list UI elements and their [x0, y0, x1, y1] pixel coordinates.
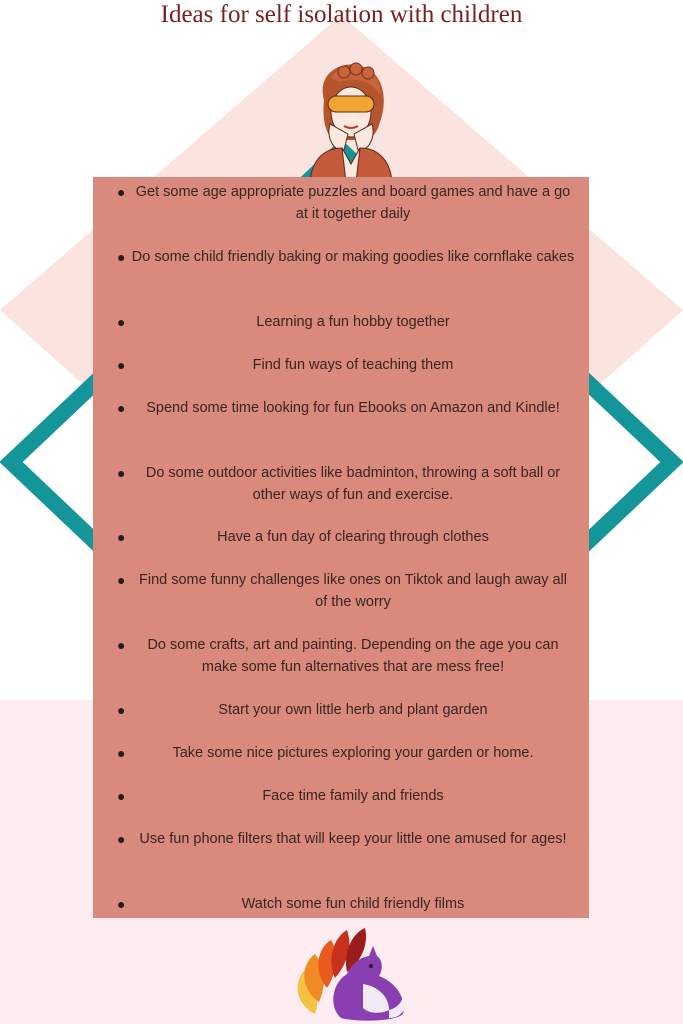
- idea-text: Get some age appropriate puzzles and board games and have a go at it together daily: [135, 184, 571, 222]
- list-item: [93, 462, 589, 506]
- idea-text: Face time family and friends: [262, 788, 444, 804]
- list-item: [93, 785, 589, 807]
- page-title: Ideas for self isolation with children: [160, 1, 523, 28]
- idea-text: Take some nice pictures exploring your garden or home.: [172, 745, 534, 761]
- bullet-icon: ●: [117, 529, 126, 545]
- idea-text: Find fun ways of teaching them: [252, 357, 454, 373]
- list-item: [93, 828, 589, 850]
- bullet-icon: ●: [117, 184, 126, 200]
- list-item: [93, 311, 589, 333]
- list-item: [93, 893, 589, 915]
- idea-text: Do some crafts, art and painting. Depending on the age you can make some fun alternatives that are mess free!: [147, 637, 559, 675]
- bullet-icon: ●: [117, 896, 126, 912]
- fox-and-leaves-logo-icon: [285, 922, 415, 1022]
- bullet-icon: ●: [117, 788, 126, 804]
- bullet-icon: ●: [117, 637, 126, 653]
- idea-text: Learning a fun hobby together: [256, 314, 450, 330]
- bullet-icon: ●: [117, 572, 126, 588]
- bullet-icon: ●: [117, 249, 126, 265]
- woman-with-sleep-mask-icon: [296, 60, 406, 182]
- idea-text: Find some funny challenges like ones on Tiktok and laugh away all of the worry: [138, 572, 567, 610]
- idea-text: Spend some time looking for fun Ebooks on Amazon and Kindle!: [146, 400, 560, 416]
- list-item: [93, 526, 589, 548]
- bullet-icon: ●: [117, 702, 126, 718]
- list-item: [93, 246, 589, 268]
- bullet-icon: ●: [117, 745, 126, 761]
- idea-text: Do some child friendly baking or making goodies like cornflake cakes: [131, 249, 575, 265]
- list-item: [93, 354, 589, 376]
- list-item: [93, 742, 589, 764]
- bullet-icon: ●: [117, 465, 126, 481]
- ideas-panel: [93, 177, 589, 918]
- list-item: [93, 699, 589, 721]
- ideas-list: [93, 177, 589, 918]
- idea-text: Start your own little herb and plant garden: [218, 702, 488, 718]
- list-item: [93, 397, 589, 419]
- idea-text: Have a fun day of clearing through clothes: [217, 529, 489, 545]
- idea-text: Watch some fun child friendly films: [241, 896, 465, 912]
- bullet-icon: ●: [117, 314, 126, 330]
- list-item: [93, 569, 589, 613]
- idea-text: Do some outdoor activities like badminton, throwing a soft ball or other ways of fun and exercise.: [145, 465, 561, 503]
- idea-text: Use fun phone filters that will keep your little one amused for ages!: [139, 831, 567, 847]
- bullet-icon: ●: [117, 357, 126, 373]
- list-item: [93, 181, 589, 225]
- bullet-icon: ●: [117, 831, 126, 847]
- bullet-icon: ●: [117, 400, 126, 416]
- list-item: [93, 634, 589, 678]
